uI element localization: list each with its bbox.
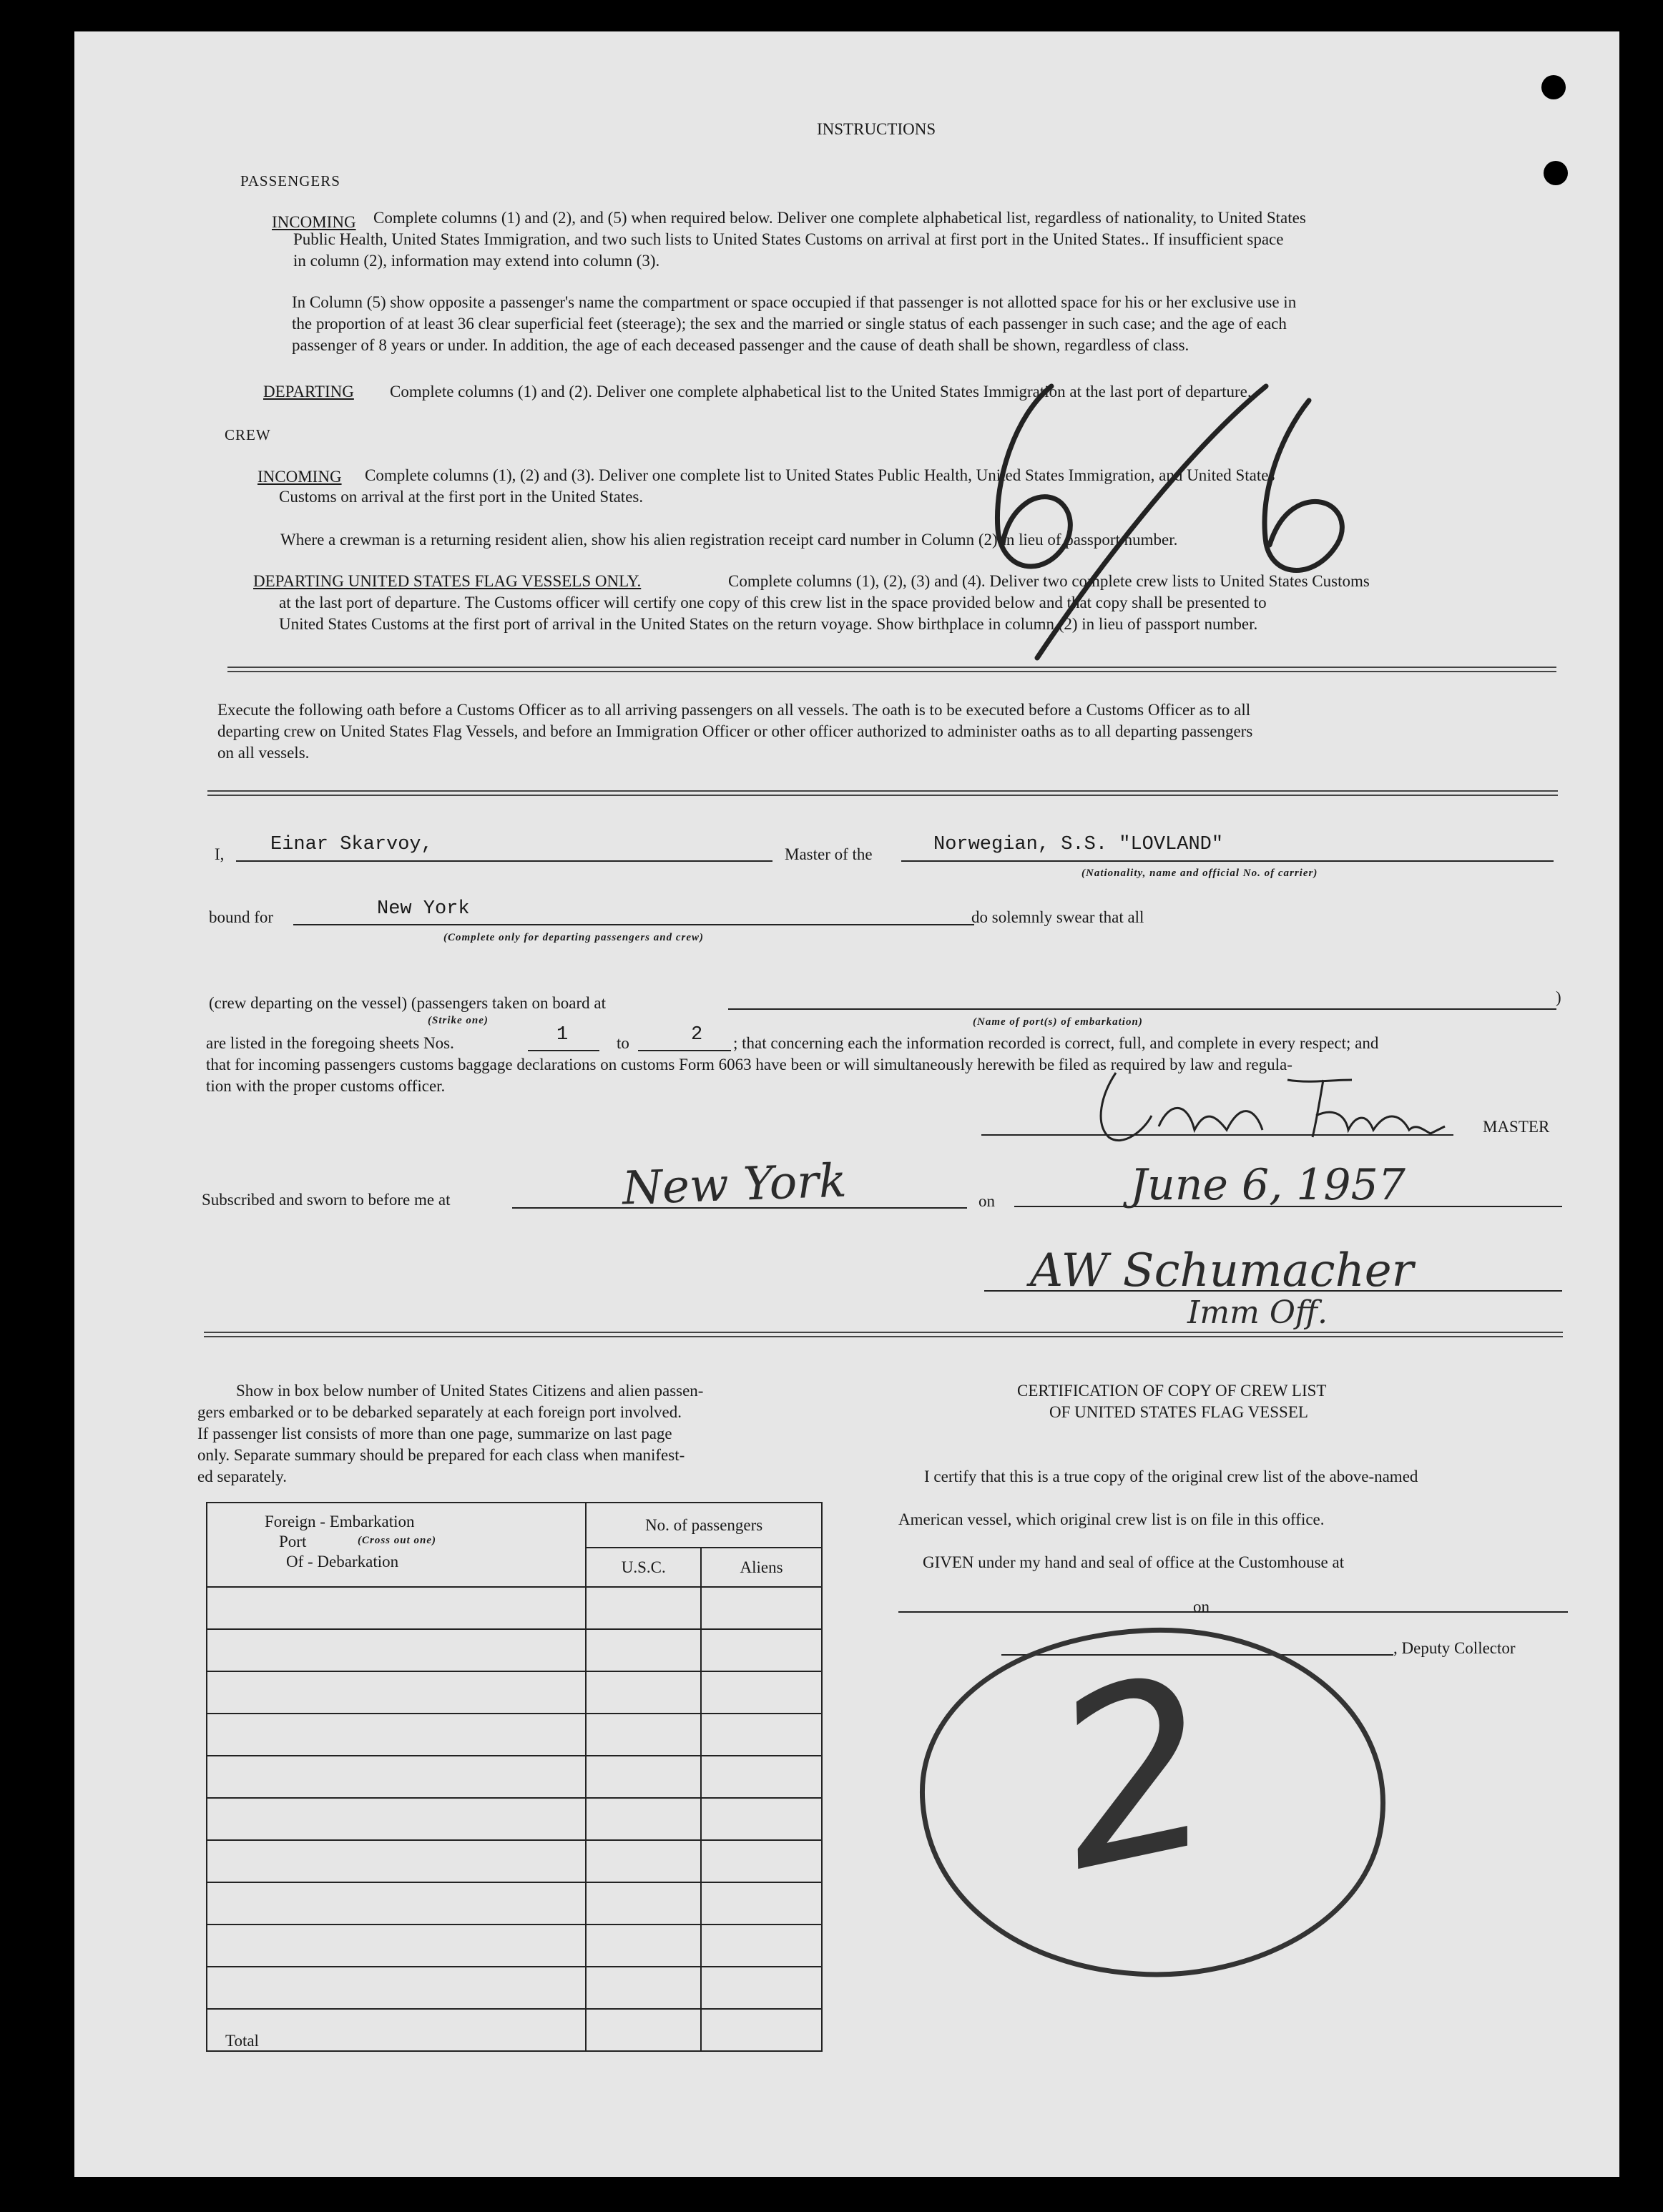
oath-intro-3: on all vessels.: [217, 744, 310, 762]
sheet-to: 2: [691, 1024, 703, 1046]
header-cross: (Cross out one): [358, 1535, 437, 1546]
header-of: Of - Debarkation: [286, 1553, 399, 1570]
incoming-baggage-text: that for incoming passengers customs baggage declarations on customs Form 6063 have been or will simultaneously herewith be filed as required by law and regula-: [206, 1056, 1292, 1073]
close-paren: ): [1556, 988, 1561, 1006]
to-label: to: [617, 1034, 629, 1052]
summary-note-3: If passenger list consists of more than one page, summarize on last page: [197, 1425, 672, 1442]
table-row: [207, 1587, 822, 1629]
vessel-caption: (Nationality, name and official No. of carrier): [1081, 867, 1318, 879]
circled-number: 2: [1031, 1623, 1236, 1924]
certification-title-1: CERTIFICATION OF COPY OF CREW LIST: [1017, 1382, 1327, 1400]
deputy-collector-label: , Deputy Collector: [1393, 1639, 1516, 1657]
crew-incoming-text-1: Complete columns (1), (2) and (3). Deliver one complete list to United States Public Health, United States Immigration, and United States: [365, 466, 1275, 484]
bound-for-caption: (Complete only for departing passengers and crew): [443, 932, 704, 943]
proper-officer-text: tion with the proper customs officer.: [206, 1077, 446, 1095]
officer-signature-handwriting: AW Schumacher: [1030, 1244, 1414, 1297]
departing-label: DEPARTING: [263, 383, 354, 400]
master-of-label: Master of the: [785, 845, 873, 863]
certification-text-2: American vessel, which original crew list is on file in this office.: [898, 1510, 1325, 1528]
oath-intro-1: Execute the following oath before a Customs Officer as to all arriving passengers on all vessels. The oath is to be executed before a Customs Officer as to all: [217, 701, 1251, 719]
page-mark-handwriting: [880, 358, 1423, 729]
column5-text-1: In Column (5) show opposite a passenger's name the compartment or space occupied if that passenger is not allotted space for his or her exclusive use in: [292, 293, 1297, 311]
total-row: [207, 2009, 822, 2051]
port-line: [728, 1008, 1556, 1010]
departing-us-text-1: Complete columns (1), (2), (3) and (4). Deliver two complete crew lists to United States Customs: [728, 572, 1370, 590]
sworn-place-handwriting: New York: [621, 1154, 848, 1216]
crew-incoming-label: INCOMING: [257, 468, 342, 486]
passengers-header: No. of passengers: [586, 1503, 822, 1548]
master-name-line: [236, 860, 772, 862]
sheet-from: 1: [556, 1024, 569, 1046]
usc-header: U.S.C.: [586, 1548, 701, 1587]
sheet-from-line: [528, 1050, 599, 1051]
table-row: [207, 1756, 822, 1798]
table-row: [207, 1882, 822, 1925]
crewman-text: Where a crewman is a returning resident alien, show his alien registration receipt card number in Column (2) in lieu of passport number.: [280, 531, 1178, 549]
listed-rest: ; that concerning each the information recorded is correct, full, and complete in every respect; and: [733, 1034, 1379, 1052]
header-foreign: Foreign - Embarkation: [265, 1513, 415, 1530]
certification-on-label: on: [1193, 1598, 1210, 1616]
strike-caption: (Strike one): [428, 1015, 489, 1026]
officer-title-handwriting: Imm Off.: [1187, 1294, 1328, 1331]
bound-for-value: New York: [377, 898, 470, 920]
passenger-summary-table: [206, 1502, 823, 2052]
foreign-port-header: [207, 1503, 586, 1587]
passengers-heading: PASSENGERS: [240, 172, 340, 190]
oath-i-label: I,: [215, 845, 225, 863]
departing-us-text-3: United States Customs at the first port of arrival in the United States on the return voyage. Show birthplace in column (2) in lieu of passport number.: [279, 615, 1258, 633]
table-header-row: [207, 1503, 822, 1548]
aliens-header: Aliens: [701, 1548, 822, 1587]
incoming-text-3: in column (2), information may extend into column (3).: [293, 252, 660, 270]
master-name: Einar Skarvoy,: [270, 834, 433, 855]
table-row: [207, 1714, 822, 1756]
punch-hole-top: [1541, 75, 1566, 99]
crew-departing-text: (crew departing on the vessel) (passengers taken on board at: [209, 994, 606, 1012]
certification-title-2: OF UNITED STATES FLAG VESSEL: [1049, 1403, 1308, 1421]
port-caption: (Name of port(s) of embarkation): [973, 1016, 1143, 1028]
summary-note-5: ed separately.: [197, 1468, 287, 1485]
certification-text-1: I certify that this is a true copy of the original crew list of the above-named: [924, 1468, 1418, 1485]
table-row: [207, 1925, 822, 1967]
vessel-line: [901, 860, 1554, 862]
vessel-name: Norwegian, S.S. "LOVLAND": [933, 834, 1224, 855]
summary-note-4: only. Separate summary should be prepared for each class when manifest-: [197, 1446, 685, 1464]
sheet-to-line: [638, 1050, 731, 1051]
instructions-title: INSTRUCTIONS: [817, 120, 936, 138]
departing-us-text-2: at the last port of departure. The Customs officer will certify one copy of this crew list in the space provided below and that copy shall be presented to: [279, 594, 1267, 611]
punch-hole-bottom: [1544, 161, 1568, 185]
departing-text: Complete columns (1) and (2). Deliver one complete alphabetical list to the United States Immigration at the last port of departure.: [390, 383, 1252, 400]
swear-text: do solemnly swear that all: [971, 908, 1144, 926]
table-row: [207, 1840, 822, 1882]
master-signature: [1073, 1058, 1473, 1166]
incoming-text-1: Complete columns (1) and (2), and (5) when required below. Deliver one complete alphabetical list, regardless of nationality, to United States: [373, 209, 1306, 227]
header-port: Port: [279, 1533, 307, 1550]
column5-text-2: the proportion of at least 36 clear superficial feet (steerage); the sex and the married or single status of each passenger in such case; and the age of each: [292, 315, 1287, 333]
master-label: MASTER: [1483, 1118, 1550, 1136]
sworn-date-handwriting: June 6, 1957: [1130, 1160, 1406, 1210]
divider-2: [207, 790, 1558, 796]
incoming-text-2: Public Health, United States Immigration, and two such lists to United States Customs on arrival at first port in the United States.. If insufficient space: [293, 230, 1284, 248]
summary-note-1: Show in box below number of United States Citizens and alien passen-: [236, 1382, 704, 1400]
column5-text-3: passenger of 8 years or under. In addition, the age of each deceased passenger and the cause of death shall be shown, regardless of class.: [292, 336, 1189, 354]
divider-3: [204, 1332, 1563, 1337]
table-row: [207, 1629, 822, 1671]
table-row: [207, 1967, 822, 2009]
table-row: [207, 1798, 822, 1840]
customhouse-line: [898, 1611, 1568, 1613]
oath-intro-2: departing crew on United States Flag Vessels, and before an Immigration Officer or other officer authorized to administer oaths as to all departing passengers: [217, 722, 1253, 740]
summary-note-2: gers embarked or to be debarked separately at each foreign port involved.: [197, 1403, 682, 1421]
listed-text: are listed in the foregoing sheets Nos.: [206, 1034, 454, 1052]
certification-text-3: GIVEN under my hand and seal of office at the Customhouse at: [923, 1553, 1345, 1571]
table-row: [207, 1671, 822, 1714]
subscribed-text: Subscribed and sworn to before me at: [202, 1191, 451, 1209]
total-label: Total: [207, 2009, 586, 2051]
departing-us-label: DEPARTING UNITED STATES FLAG VESSELS ONLY.: [253, 572, 642, 590]
sworn-on-label: on: [978, 1192, 995, 1210]
crew-incoming-text-2: Customs on arrival at the first port in the United States.: [279, 488, 644, 506]
bound-for-line: [293, 924, 974, 925]
crew-heading: CREW: [225, 426, 271, 443]
incoming-label: INCOMING: [272, 213, 356, 231]
bound-for-label: bound for: [209, 908, 274, 926]
